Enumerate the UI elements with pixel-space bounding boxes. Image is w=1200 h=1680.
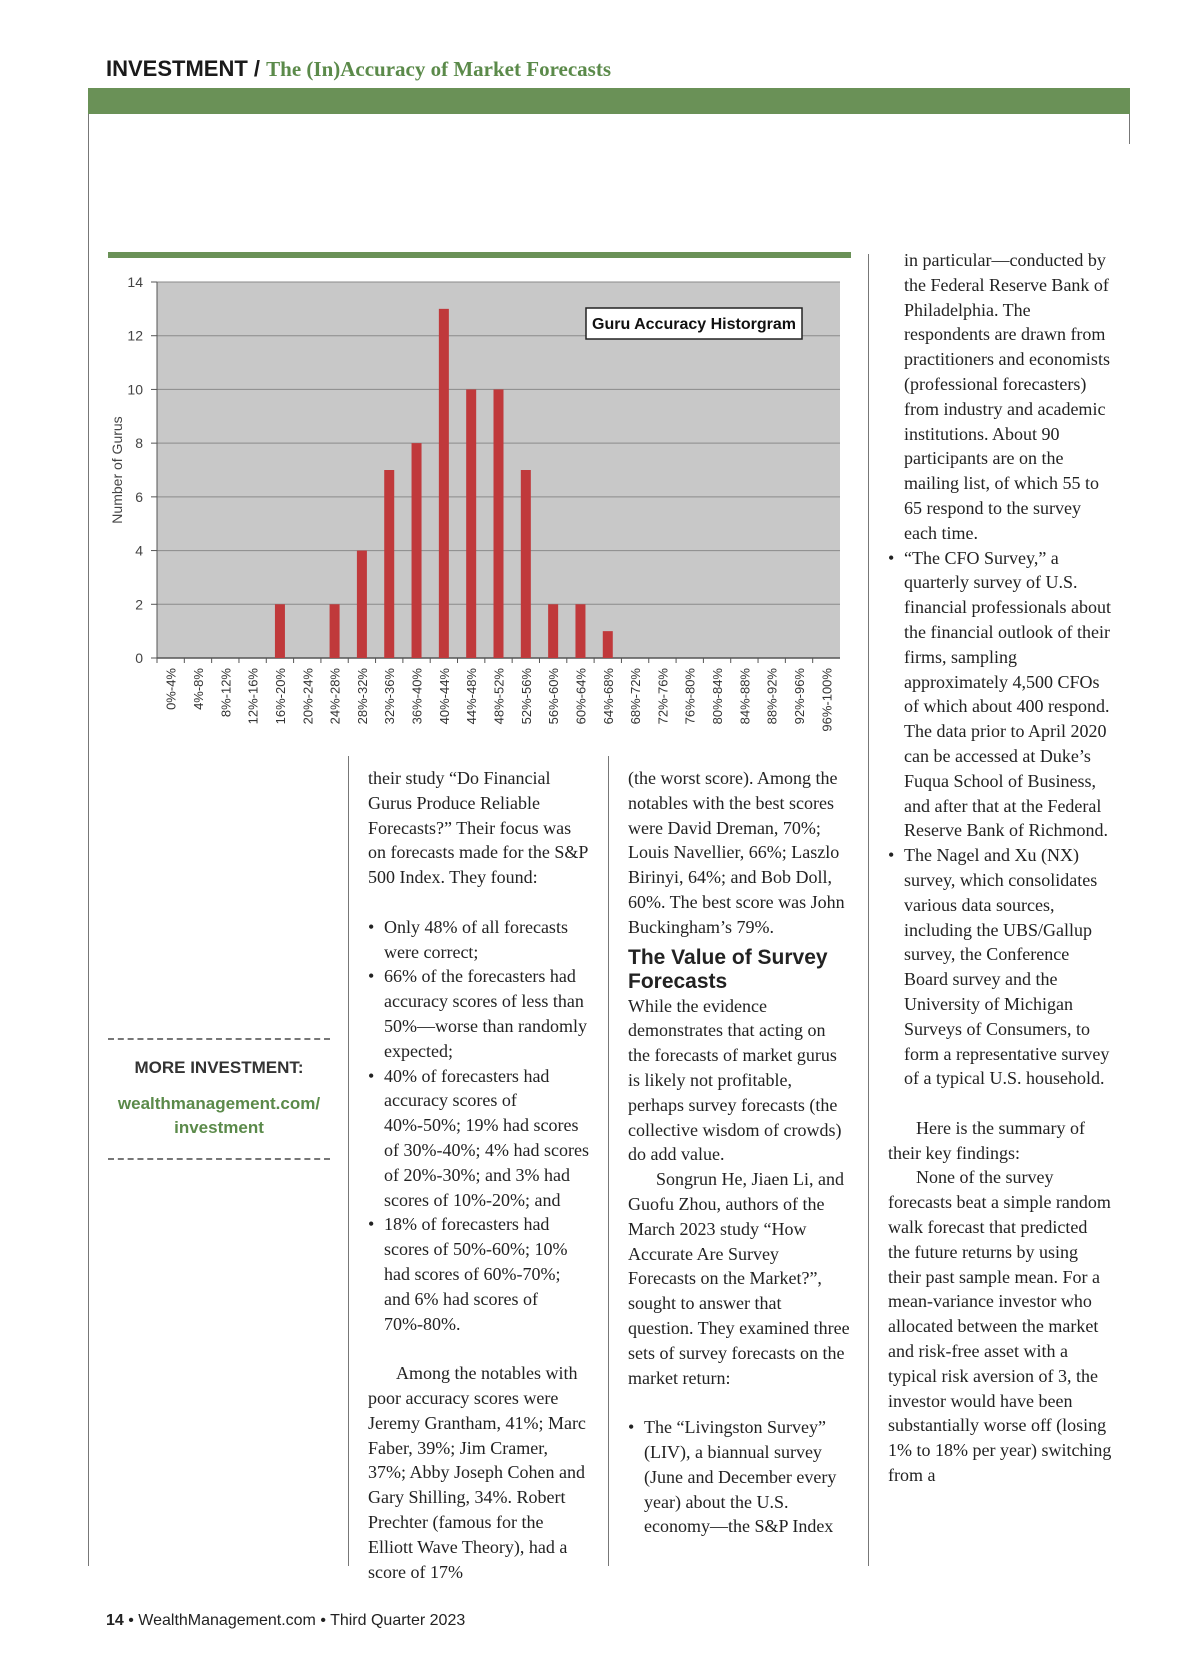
x-tick-label: 24%-28%: [327, 668, 343, 725]
paragraph: their study “Do Financial Gurus Produce Reliable Forecasts?” Their focus was on forecasts made for the S&P 500 Index. They found:: [368, 768, 588, 888]
list-item: • The Nagel and Xu (NX) survey, which consolidates various data sources, including the UBS/Gallup survey, the Conference Board survey and the University of Michigan Surveys of Consumers, to form a representative survey of a typical U.S. household.: [888, 843, 1112, 1091]
bar: [548, 604, 558, 658]
x-tick-label: 20%-24%: [300, 668, 316, 725]
x-tick-label: 80%-84%: [710, 668, 726, 725]
paragraph: None of the survey forecasts beat a simple random walk forecast that predicted the future returns by using their past sample mean. For a mean-variance investor who allocated between the market and risk-free asset with a typical risk aversion of 3, the investor would have been substantially worse off (losing 1% to 18% per year) switching from a: [888, 1167, 1112, 1486]
page-footer: [106, 1612, 465, 1630]
bar: [275, 604, 285, 658]
x-tick-label: 52%-56%: [518, 668, 534, 725]
dashed-divider-bottom: [108, 1158, 330, 1160]
bar: [603, 631, 613, 658]
x-tick-label: 40%-44%: [436, 668, 452, 725]
x-tick-label: 68%-72%: [628, 668, 644, 725]
guru-accuracy-histogram: [100, 266, 845, 751]
paragraph: (the worst score). Among the notables with the best scores were David Dreman, 70%; Louis Navellier, 66%; Laszlo Birinyi, 64%; and Bob Doll, 60%. The best score was John Buckingham’s 79%.: [628, 768, 845, 937]
x-tick-label: 84%-88%: [737, 668, 753, 725]
chart-top-rule: [108, 252, 851, 258]
x-tick-label: 48%-52%: [491, 668, 507, 725]
list-item: • 66% of the forecasters had accuracy scores of less than 50%—worse than randomly expected;: [368, 964, 590, 1063]
bar: [412, 443, 422, 658]
paragraph: in particular—conducted by the Federal Reserve Bank of Philadelphia. The respondents are drawn from practitioners and economists (professional forecasters) from industry and academic institutions. About 90 participants are on the mailing list, of which 55 to 65 respond to the survey each time.: [904, 250, 1110, 543]
x-tick-label: 60%-64%: [573, 668, 589, 725]
x-tick-label: 36%-40%: [409, 668, 425, 725]
col-divider-1: [348, 756, 349, 1566]
left-border-line: [88, 114, 89, 1566]
x-tick-label: 32%-36%: [382, 668, 398, 725]
x-tick-label: 12%-16%: [245, 668, 261, 725]
survey-list-continued: [888, 546, 1112, 1092]
paragraph: Songrun He, Jiaen Li, and Guofu Zhou, authors of the March 2023 study “How Accurate Are Survey Forecasts on the Market?”, sought to answer that question. They examined three sets of survey forecasts on the market return:: [628, 1169, 850, 1388]
bar: [575, 604, 585, 658]
paragraph: Here is the summary of their key findings:: [888, 1117, 1085, 1163]
x-tick-label: 76%-80%: [682, 668, 698, 725]
more-investment-title: MORE INVESTMENT:: [134, 1058, 304, 1077]
x-tick-label: 64%-68%: [600, 668, 616, 725]
x-tick-label: 4%-8%: [190, 668, 206, 710]
bar: [330, 604, 340, 658]
bar: [357, 551, 367, 658]
y-tick-label: 0: [135, 650, 143, 666]
text-column-2: [628, 766, 850, 1539]
page-number: 14: [106, 1612, 124, 1629]
x-tick-label: 56%-60%: [546, 668, 562, 725]
x-tick-label: 88%-92%: [764, 668, 780, 725]
bar: [439, 309, 449, 658]
y-tick-label: 2: [135, 596, 143, 613]
y-axis-label: Number of Gurus: [109, 416, 125, 524]
list-item: • Only 48% of all forecasts were correct;: [368, 915, 590, 965]
right-border-line: [1129, 114, 1130, 144]
x-tick-label: 92%-96%: [792, 668, 808, 725]
more-investment-link[interactable]: [108, 1092, 330, 1140]
chart-title: Guru Accuracy Historgram: [592, 316, 796, 333]
link-line-2: investment: [174, 1118, 264, 1137]
bar: [521, 470, 531, 658]
list-item: • The “Livingston Survey” (LIV), a biannual survey (June and December every year) about the U.S. economy—the S&P Index: [628, 1415, 850, 1539]
x-tick-label: 8%-12%: [218, 668, 234, 718]
col-divider-3: [868, 254, 869, 1566]
footer-text: • WealthManagement.com • Third Quarter 2023: [128, 1612, 466, 1629]
y-tick-label: 10: [127, 381, 143, 398]
survey-list: [628, 1415, 850, 1539]
y-tick-label: 8: [135, 435, 143, 452]
x-tick-label: 16%-20%: [272, 668, 288, 725]
list-item: • 40% of forecasters had accuracy scores of 40%-50%; 19% had scores of 30%-40%; 4% had scores of 20%-30%; and 3% had scores of 10%-20%; and: [368, 1064, 590, 1213]
x-tick-label: 0%-4%: [163, 668, 179, 710]
x-tick-label: 96%-100%: [819, 668, 835, 732]
x-tick-label: 72%-76%: [655, 668, 671, 725]
y-tick-label: 12: [127, 327, 143, 344]
more-investment-box: [108, 1038, 330, 1160]
header-band: [88, 88, 1130, 114]
y-tick-label: 14: [127, 274, 143, 290]
list-item: • 18% of forecasters had scores of 50%-60%; 10% had scores of 60%-70%; and 6% had scores of 70%-80%.: [368, 1212, 590, 1336]
bar: [466, 389, 476, 658]
col-divider-2: [608, 756, 609, 1566]
section-header: [106, 56, 611, 82]
text-column-3: [888, 248, 1112, 1488]
findings-list: [368, 915, 590, 1337]
bar: [494, 389, 504, 658]
section-label: INVESTMENT /: [106, 56, 261, 81]
text-column-1: [368, 766, 590, 1584]
dashed-divider-top: [108, 1038, 330, 1040]
subheading: The Value of Survey Forecasts: [628, 945, 828, 993]
x-tick-label: 44%-48%: [464, 668, 480, 725]
x-tick-label: 28%-32%: [354, 668, 370, 725]
bar: [384, 470, 394, 658]
article-title: The (In)Accuracy of Market Forecasts: [266, 57, 611, 81]
link-line-1: wealthmanagement.com/: [117, 1094, 321, 1113]
paragraph: While the evidence demonstrates that acting on the forecasts of market gurus is likely not profitable, perhaps survey forecasts (the collective wisdom of crowds) do add value.: [628, 995, 842, 1165]
y-tick-label: 4: [135, 542, 143, 559]
y-tick-label: 6: [135, 488, 143, 505]
paragraph: Among the notables with poor accuracy scores were Jeremy Grantham, 41%; Marc Faber, 39%; Jim Cramer, 37%; Abby Joseph Cohen and Gary Shilling, 34%. Robert Prechter (famous for the Elliott Wave Theory), had a score of 17%: [368, 1363, 586, 1582]
list-item: • “The CFO Survey,” a quarterly survey of U.S. financial professionals about the financial outlook of their firms, sampling approximately 4,500 CFOs of which about 400 respond. The data prior to April 2020 can be accessed at Duke’s Fuqua School of Business, and after that at the Federal Reserve Bank of Richmond.: [888, 546, 1112, 844]
